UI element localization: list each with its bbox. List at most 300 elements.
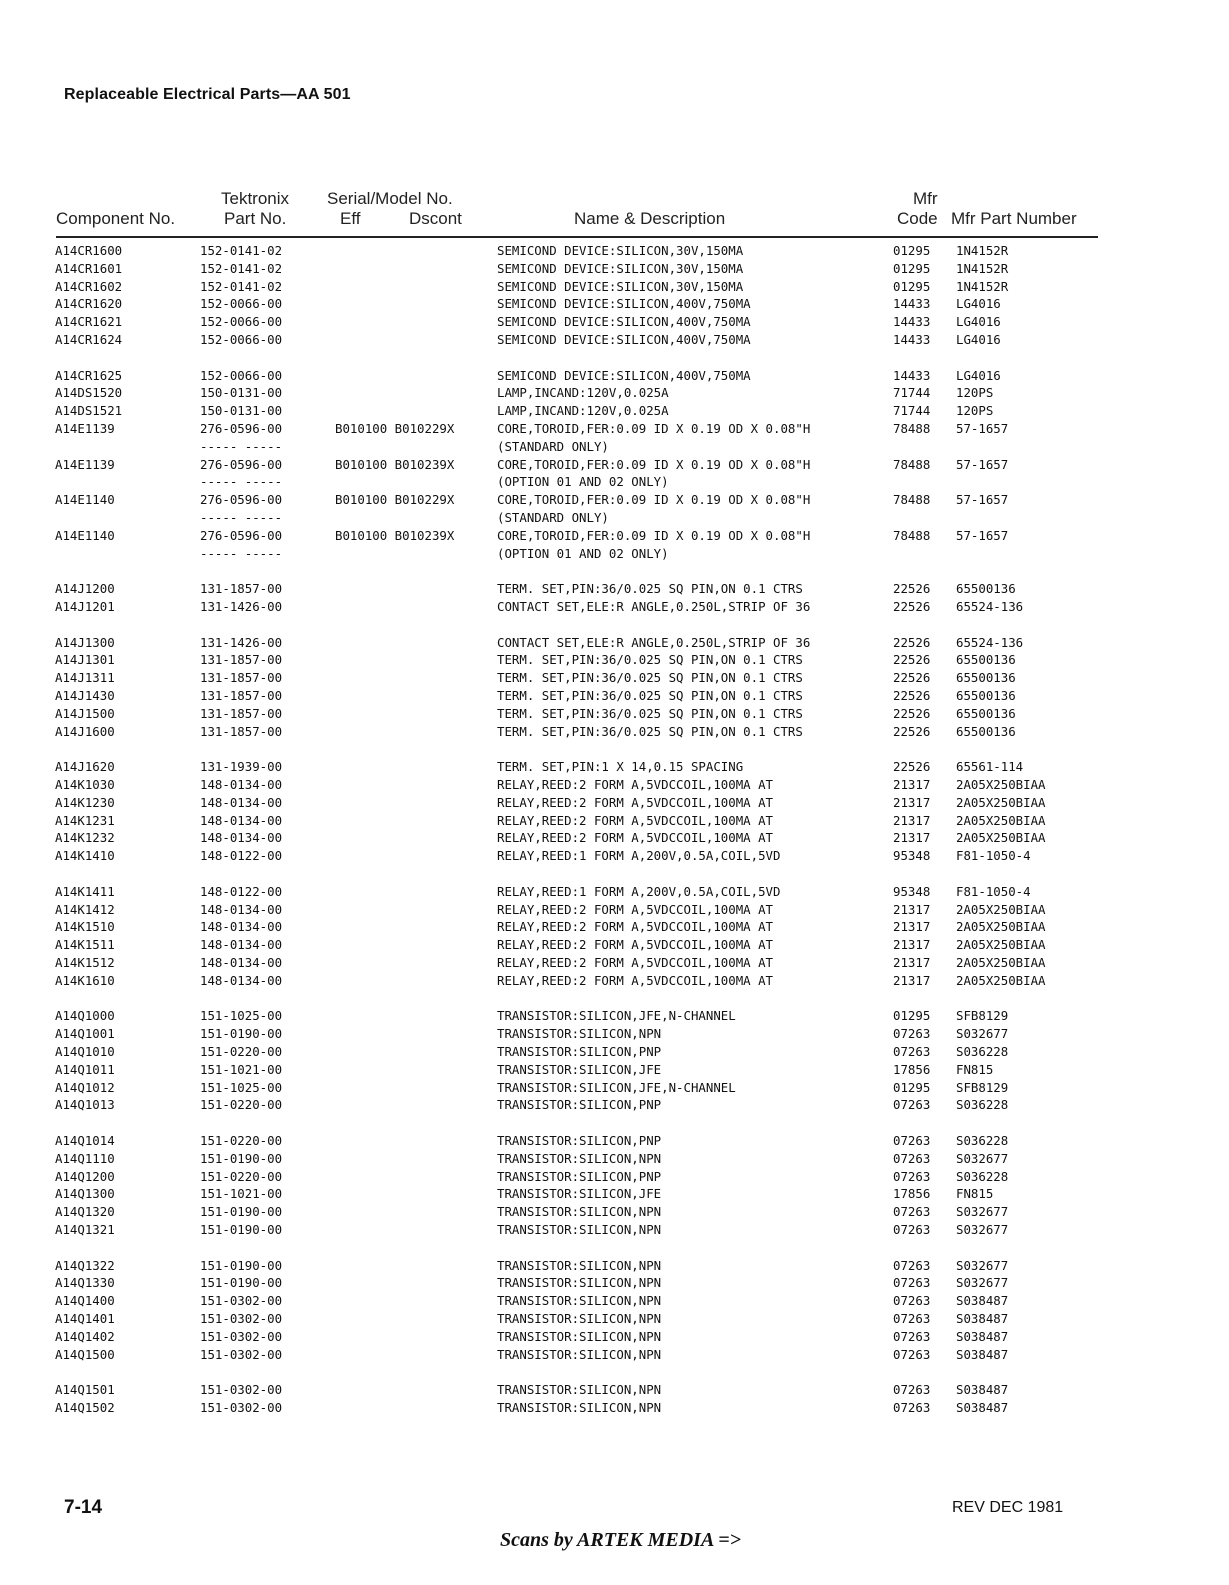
header-mfr-part-number: Mfr Part Number <box>951 209 1077 228</box>
component-no: A14Q1013 <box>55 1097 115 1113</box>
component-no: A14Q1001 <box>55 1026 115 1042</box>
table-row <box>0 758 1229 776</box>
name-description: TRANSISTOR:SILICON,NPN <box>497 1257 662 1273</box>
serial-range: B010100 B010239X <box>335 456 455 472</box>
mfr-part-number: 2A05X250BIAA <box>956 812 1046 828</box>
table-row <box>0 1061 1229 1079</box>
mfr-code: 78488 <box>893 421 931 436</box>
mfr-code: 22526 <box>893 670 931 686</box>
mfr-part-number: 120PS <box>956 385 994 401</box>
name-description: TRANSISTOR:SILICON,NPN <box>497 1400 662 1415</box>
mfr-part-number: S038487 <box>956 1400 1009 1415</box>
name-description: (STANDARD ONLY) <box>497 510 609 525</box>
table-row <box>0 1310 1229 1328</box>
name-description: SEMICOND DEVICE:SILICON,400V,750MA <box>497 296 751 312</box>
tektronix-part-no: 131-1426-00 <box>200 599 283 614</box>
mfr-part-number: SFB8129 <box>956 1008 1009 1024</box>
name-description: RELAY,REED:2 FORM A,5VDCCOIL,100MA AT <box>497 794 774 810</box>
component-no: A14J1600 <box>55 723 115 739</box>
tektronix-part-no: 131-1939-00 <box>200 759 283 775</box>
mfr-code: 07263 <box>893 1311 931 1326</box>
header-tektronix: Tektronix <box>221 189 290 208</box>
component-no: A14E1140 <box>55 527 115 543</box>
tektronix-part-no: 276-0596-00 <box>200 421 283 436</box>
mfr-part-number: 65500136 <box>956 723 1016 739</box>
tektronix-part-no: 151-1021-00 <box>200 1186 283 1202</box>
table-row-continuation <box>0 509 1229 527</box>
component-no: A14J1430 <box>55 688 115 703</box>
mfr-code: 17856 <box>893 1061 931 1077</box>
mfr-part-number: 1N4152R <box>956 278 1009 294</box>
mfr-part-number: 2A05X250BIAA <box>956 794 1046 810</box>
mfr-part-number: 2A05X250BIAA <box>956 972 1046 988</box>
tektronix-part-no: 151-0220-00 <box>200 1097 283 1113</box>
tektronix-part-no: 131-1857-00 <box>200 705 283 721</box>
header-mfr: Mfr <box>913 189 938 208</box>
mfr-code: 07263 <box>893 1328 931 1344</box>
table-row <box>0 1346 1229 1364</box>
mfr-part-number: 65561-114 <box>956 759 1024 775</box>
mfr-part-number: 57-1657 <box>956 492 1009 508</box>
header-part-no: Part No. <box>224 209 287 228</box>
table-row <box>0 1096 1229 1114</box>
tektronix-part-no: 151-0302-00 <box>200 1346 283 1362</box>
table-row-continuation <box>0 545 1229 563</box>
mfr-code: 22526 <box>893 652 931 668</box>
name-description: SEMICOND DEVICE:SILICON,30V,150MA <box>497 260 744 276</box>
page-number: 7-14 <box>64 1497 103 1518</box>
mfr-code: 78488 <box>893 492 931 508</box>
name-description: LAMP,INCAND:120V,0.025A <box>497 385 669 401</box>
component-no: A14K1510 <box>55 919 115 935</box>
tektronix-part-no: 150-0131-00 <box>200 385 283 401</box>
component-no: A14J1311 <box>55 670 115 686</box>
mfr-code: 14433 <box>893 296 931 312</box>
tektronix-part-no: 152-0141-02 <box>200 260 283 276</box>
component-no: A14Q1330 <box>55 1275 115 1291</box>
tektronix-part-no: 131-1857-00 <box>200 581 283 597</box>
tektronix-part-no: 131-1857-00 <box>200 652 283 668</box>
table-row <box>0 260 1229 278</box>
table-row <box>0 705 1229 723</box>
table-row <box>0 242 1229 260</box>
mfr-code: 95348 <box>893 883 931 899</box>
tektronix-part-no: 131-1426-00 <box>200 634 283 650</box>
name-description: RELAY,REED:2 FORM A,5VDCCOIL,100MA AT <box>497 972 774 988</box>
mfr-code: 07263 <box>893 1150 931 1166</box>
component-no: A14K1511 <box>55 937 115 953</box>
serial-range: B010100 B010229X <box>335 421 455 436</box>
mfr-part-number: F81-1050-4 <box>956 883 1031 899</box>
tektronix-part-no: 152-0066-00 <box>200 314 283 330</box>
table-row <box>0 1257 1229 1275</box>
tektronix-part-no: 148-0134-00 <box>200 955 283 970</box>
tektronix-part-no: 131-1857-00 <box>200 670 283 686</box>
name-description: SEMICOND DEVICE:SILICON,400V,750MA <box>497 332 751 347</box>
name-description: TRANSISTOR:SILICON,JFE <box>497 1186 662 1202</box>
header-rule <box>56 236 1098 238</box>
name-description: TERM. SET,PIN:36/0.025 SQ PIN,ON 0.1 CTRS <box>497 723 803 739</box>
table-row <box>0 367 1229 385</box>
mfr-code: 21317 <box>893 794 931 810</box>
table-row <box>0 1025 1229 1043</box>
table-row <box>0 456 1229 474</box>
page-title: Replaceable Electrical Parts—AA 501 <box>64 86 351 103</box>
tektronix-part-no: 151-0190-00 <box>200 1275 283 1291</box>
table-row <box>0 918 1229 936</box>
mfr-code: 21317 <box>893 812 931 828</box>
mfr-code: 22526 <box>893 634 931 650</box>
table-row <box>0 313 1229 331</box>
header-component-no: Component No. <box>56 209 176 228</box>
mfr-part-number: 65500136 <box>956 705 1016 721</box>
tektronix-part-no: 151-0302-00 <box>200 1311 283 1326</box>
component-no: A14Q1300 <box>55 1186 115 1202</box>
table-row <box>0 1328 1229 1346</box>
table-row <box>0 1132 1229 1150</box>
name-description: (OPTION 01 AND 02 ONLY) <box>497 474 669 490</box>
table-row <box>0 1221 1229 1239</box>
component-no: A14CR1625 <box>55 367 123 383</box>
mfr-part-number: S038487 <box>956 1328 1009 1344</box>
component-no: A14CR1601 <box>55 260 123 276</box>
name-description: RELAY,REED:2 FORM A,5VDCCOIL,100MA AT <box>497 919 774 935</box>
mfr-code: 95348 <box>893 848 931 864</box>
component-no: A14Q1402 <box>55 1328 115 1344</box>
mfr-code: 14433 <box>893 332 931 347</box>
component-no: A14K1232 <box>55 830 115 846</box>
table-row <box>0 1168 1229 1186</box>
table-row <box>0 580 1229 598</box>
tektronix-part-no: 151-0190-00 <box>200 1204 283 1220</box>
mfr-part-number: S036228 <box>956 1097 1009 1113</box>
component-no: A14CR1621 <box>55 314 123 330</box>
mfr-part-number: S032677 <box>956 1204 1009 1220</box>
name-description: CORE,TOROID,FER:0.09 ID X 0.19 OD X 0.08"H <box>497 456 811 472</box>
mfr-part-number: 2A05X250BIAA <box>956 830 1046 846</box>
mfr-code: 14433 <box>893 314 931 330</box>
table-row-continuation <box>0 438 1229 456</box>
component-no: A14K1512 <box>55 955 115 970</box>
component-no: A14J1301 <box>55 652 115 668</box>
mfr-code: 01295 <box>893 1008 931 1024</box>
table-row <box>0 1274 1229 1292</box>
tektronix-part-no: 151-0302-00 <box>200 1328 283 1344</box>
mfr-code: 17856 <box>893 1186 931 1202</box>
mfr-code: 22526 <box>893 688 931 703</box>
table-row <box>0 527 1229 545</box>
tektronix-part-no: 152-0066-00 <box>200 296 283 312</box>
tektronix-part-no: 131-1857-00 <box>200 723 283 739</box>
component-no: A14E1140 <box>55 492 115 508</box>
component-no: A14Q1322 <box>55 1257 115 1273</box>
table-row <box>0 420 1229 438</box>
mfr-code: 07263 <box>893 1400 931 1415</box>
mfr-code: 21317 <box>893 972 931 988</box>
tektronix-part-no: 131-1857-00 <box>200 688 283 703</box>
table-row <box>0 669 1229 687</box>
mfr-code: 07263 <box>893 1346 931 1362</box>
name-description: CONTACT SET,ELE:R ANGLE,0.250L,STRIP OF 36 <box>497 634 811 650</box>
mfr-part-number: 57-1657 <box>956 456 1009 472</box>
table-row <box>0 794 1229 812</box>
table-row <box>0 1381 1229 1399</box>
mfr-part-number: 65500136 <box>956 652 1016 668</box>
mfr-code: 21317 <box>893 955 931 970</box>
component-no: A14J1620 <box>55 759 115 775</box>
mfr-code: 21317 <box>893 777 931 792</box>
name-description: TERM. SET,PIN:36/0.025 SQ PIN,ON 0.1 CTRS <box>497 652 803 668</box>
name-description: RELAY,REED:1 FORM A,200V,0.5A,COIL,5VD <box>497 883 781 899</box>
table-row <box>0 402 1229 420</box>
tektronix-part-no: ----- ----- <box>200 545 283 561</box>
mfr-part-number: 65500136 <box>956 688 1016 703</box>
table-row-continuation <box>0 473 1229 491</box>
name-description: CORE,TOROID,FER:0.09 ID X 0.19 OD X 0.08"H <box>497 421 811 436</box>
tektronix-part-no: 151-0220-00 <box>200 1044 283 1059</box>
name-description: TRANSISTOR:SILICON,JFE,N-CHANNEL <box>497 1008 736 1024</box>
header-eff: Eff <box>340 209 361 228</box>
table-row <box>0 776 1229 794</box>
component-no: A14K1411 <box>55 883 115 899</box>
name-description: TERM. SET,PIN:36/0.025 SQ PIN,ON 0.1 CTRS <box>497 670 803 686</box>
mfr-part-number: 2A05X250BIAA <box>956 919 1046 935</box>
component-no: A14J1300 <box>55 634 115 650</box>
name-description: SEMICOND DEVICE:SILICON,400V,750MA <box>497 367 751 383</box>
mfr-code: 22526 <box>893 599 931 614</box>
tektronix-part-no: 151-0302-00 <box>200 1400 283 1415</box>
tektronix-part-no: 151-1025-00 <box>200 1008 283 1024</box>
name-description: RELAY,REED:1 FORM A,200V,0.5A,COIL,5VD <box>497 848 781 864</box>
mfr-code: 07263 <box>893 1204 931 1220</box>
mfr-part-number: 65500136 <box>956 581 1016 597</box>
mfr-part-number: 2A05X250BIAA <box>956 937 1046 953</box>
tektronix-part-no: 151-1025-00 <box>200 1079 283 1095</box>
mfr-part-number: 1N4152R <box>956 260 1009 276</box>
mfr-part-number: 2A05X250BIAA <box>956 901 1046 917</box>
component-no: A14Q1321 <box>55 1222 115 1237</box>
component-no: A14DS1520 <box>55 385 123 401</box>
tektronix-part-no: 151-0190-00 <box>200 1222 283 1237</box>
scan-credit: Scans by ARTEK MEDIA => <box>500 1529 741 1551</box>
component-no: A14Q1500 <box>55 1346 115 1362</box>
tektronix-part-no: 151-0220-00 <box>200 1168 283 1184</box>
mfr-part-number: S038487 <box>956 1382 1009 1398</box>
mfr-code: 07263 <box>893 1293 931 1309</box>
tektronix-part-no: ----- ----- <box>200 438 283 454</box>
mfr-part-number: S036228 <box>956 1044 1009 1059</box>
mfr-part-number: 1N4152R <box>956 243 1009 258</box>
mfr-code: 22526 <box>893 581 931 597</box>
serial-range: B010100 B010229X <box>335 492 455 508</box>
name-description: RELAY,REED:2 FORM A,5VDCCOIL,100MA AT <box>497 937 774 953</box>
mfr-code: 21317 <box>893 901 931 917</box>
name-description: LAMP,INCAND:120V,0.025A <box>497 403 669 419</box>
mfr-part-number: S038487 <box>956 1346 1009 1362</box>
name-description: TRANSISTOR:SILICON,NPN <box>497 1328 662 1344</box>
name-description: TRANSISTOR:SILICON,PNP <box>497 1097 662 1113</box>
table-row <box>0 829 1229 847</box>
name-description: SEMICOND DEVICE:SILICON,30V,150MA <box>497 243 744 258</box>
mfr-code: 07263 <box>893 1044 931 1059</box>
name-description: TERM. SET,PIN:36/0.025 SQ PIN,ON 0.1 CTRS <box>497 705 803 721</box>
mfr-code: 71744 <box>893 403 931 419</box>
component-no: A14Q1200 <box>55 1168 115 1184</box>
component-no: A14Q1010 <box>55 1044 115 1059</box>
mfr-part-number: 57-1657 <box>956 527 1009 543</box>
mfr-code: 07263 <box>893 1097 931 1113</box>
name-description: TRANSISTOR:SILICON,PNP <box>497 1168 662 1184</box>
tektronix-part-no: 148-0134-00 <box>200 919 283 935</box>
table-row <box>0 278 1229 296</box>
table-row <box>0 1292 1229 1310</box>
mfr-code: 07263 <box>893 1168 931 1184</box>
tektronix-part-no: 148-0134-00 <box>200 777 283 792</box>
mfr-part-number: FN815 <box>956 1061 994 1077</box>
mfr-code: 21317 <box>893 830 931 846</box>
mfr-part-number: S032677 <box>956 1026 1009 1042</box>
tektronix-part-no: 148-0134-00 <box>200 830 283 846</box>
name-description: CONTACT SET,ELE:R ANGLE,0.250L,STRIP OF 36 <box>497 599 811 614</box>
tektronix-part-no: 148-0122-00 <box>200 883 283 899</box>
tektronix-part-no: 148-0134-00 <box>200 901 283 917</box>
component-no: A14Q1014 <box>55 1133 115 1148</box>
mfr-part-number: LG4016 <box>956 367 1001 383</box>
component-no: A14Q1401 <box>55 1311 115 1326</box>
name-description: SEMICOND DEVICE:SILICON,30V,150MA <box>497 278 744 294</box>
table-row <box>0 1150 1229 1168</box>
header-code: Code <box>897 209 938 228</box>
tektronix-part-no: 152-0066-00 <box>200 367 283 383</box>
name-description: TRANSISTOR:SILICON,NPN <box>497 1204 662 1220</box>
component-no: A14Q1110 <box>55 1150 115 1166</box>
table-row <box>0 883 1229 901</box>
mfr-part-number: LG4016 <box>956 332 1001 347</box>
name-description: TRANSISTOR:SILICON,NPN <box>497 1150 662 1166</box>
tektronix-part-no: 151-0220-00 <box>200 1133 283 1148</box>
component-no: A14J1200 <box>55 581 115 597</box>
name-description: CORE,TOROID,FER:0.09 ID X 0.19 OD X 0.08"H <box>497 527 811 543</box>
tektronix-part-no: 152-0141-02 <box>200 243 283 258</box>
tektronix-part-no: 151-0190-00 <box>200 1150 283 1166</box>
component-no: A14CR1602 <box>55 278 123 294</box>
table-row <box>0 491 1229 509</box>
component-no: A14K1610 <box>55 972 115 988</box>
mfr-part-number: 65524-136 <box>956 599 1024 614</box>
mfr-part-number: S036228 <box>956 1168 1009 1184</box>
name-description: TRANSISTOR:SILICON,PNP <box>497 1044 662 1059</box>
mfr-code: 78488 <box>893 456 931 472</box>
table-row <box>0 1185 1229 1203</box>
name-description: TERM. SET,PIN:36/0.025 SQ PIN,ON 0.1 CTRS <box>497 581 803 597</box>
tektronix-part-no: 151-0190-00 <box>200 1257 283 1273</box>
table-row <box>0 1007 1229 1025</box>
tektronix-part-no: ----- ----- <box>200 474 283 490</box>
name-description: TRANSISTOR:SILICON,PNP <box>497 1133 662 1148</box>
tektronix-part-no: 150-0131-00 <box>200 403 283 419</box>
mfr-part-number: S032677 <box>956 1222 1009 1237</box>
component-no: A14K1231 <box>55 812 115 828</box>
mfr-part-number: S032677 <box>956 1150 1009 1166</box>
mfr-code: 22526 <box>893 705 931 721</box>
component-no: A14CR1600 <box>55 243 123 258</box>
mfr-part-number: 120PS <box>956 403 994 419</box>
component-no: A14Q1012 <box>55 1079 115 1095</box>
mfr-part-number: S038487 <box>956 1293 1009 1309</box>
tektronix-part-no: ----- ----- <box>200 510 283 525</box>
name-description: TRANSISTOR:SILICON,JFE,N-CHANNEL <box>497 1079 736 1095</box>
tektronix-part-no: 151-0302-00 <box>200 1382 283 1398</box>
tektronix-part-no: 148-0122-00 <box>200 848 283 864</box>
mfr-part-number: 65500136 <box>956 670 1016 686</box>
mfr-part-number: S036228 <box>956 1133 1009 1148</box>
table-row <box>0 634 1229 652</box>
component-no: A14K1230 <box>55 794 115 810</box>
name-description: TRANSISTOR:SILICON,NPN <box>497 1222 662 1237</box>
mfr-part-number: SFB8129 <box>956 1079 1009 1095</box>
name-description: TRANSISTOR:SILICON,NPN <box>497 1026 662 1042</box>
mfr-part-number: 2A05X250BIAA <box>956 777 1046 792</box>
revision-date: REV DEC 1981 <box>952 1499 1064 1516</box>
table-row <box>0 598 1229 616</box>
component-no: A14CR1624 <box>55 332 123 347</box>
table-row <box>0 331 1229 349</box>
name-description: RELAY,REED:2 FORM A,5VDCCOIL,100MA AT <box>497 830 774 846</box>
mfr-code: 14433 <box>893 367 931 383</box>
mfr-code: 07263 <box>893 1133 931 1148</box>
component-no: A14Q1400 <box>55 1293 115 1309</box>
component-no: A14E1139 <box>55 456 115 472</box>
component-no: A14Q1320 <box>55 1204 115 1220</box>
tektronix-part-no: 151-0190-00 <box>200 1026 283 1042</box>
mfr-code: 78488 <box>893 527 931 543</box>
component-no: A14K1030 <box>55 777 115 792</box>
name-description: RELAY,REED:2 FORM A,5VDCCOIL,100MA AT <box>497 777 774 792</box>
table-row <box>0 687 1229 705</box>
mfr-part-number: S032677 <box>956 1275 1009 1291</box>
mfr-code: 01295 <box>893 278 931 294</box>
tektronix-part-no: 276-0596-00 <box>200 456 283 472</box>
tektronix-part-no: 148-0134-00 <box>200 794 283 810</box>
mfr-code: 01295 <box>893 243 931 258</box>
mfr-part-number: S038487 <box>956 1311 1009 1326</box>
name-description: TRANSISTOR:SILICON,NPN <box>497 1293 662 1309</box>
name-description: RELAY,REED:2 FORM A,5VDCCOIL,100MA AT <box>497 955 774 970</box>
mfr-code: 07263 <box>893 1257 931 1273</box>
table-row <box>0 295 1229 313</box>
name-description: TRANSISTOR:SILICON,NPN <box>497 1275 662 1291</box>
mfr-code: 01295 <box>893 260 931 276</box>
tektronix-part-no: 151-1021-00 <box>200 1061 283 1077</box>
table-row <box>0 1399 1229 1417</box>
table-row <box>0 812 1229 830</box>
table-row <box>0 936 1229 954</box>
component-no: A14Q1000 <box>55 1008 115 1024</box>
tektronix-part-no: 151-0302-00 <box>200 1293 283 1309</box>
component-no: A14J1500 <box>55 705 115 721</box>
table-row <box>0 1079 1229 1097</box>
table-row <box>0 384 1229 402</box>
tektronix-part-no: 276-0596-00 <box>200 527 283 543</box>
header-dscont: Dscont <box>409 209 462 228</box>
component-no: A14DS1521 <box>55 403 123 419</box>
component-no: A14Q1502 <box>55 1400 115 1415</box>
table-row <box>0 723 1229 741</box>
mfr-code: 22526 <box>893 759 931 775</box>
mfr-part-number: LG4016 <box>956 296 1001 312</box>
mfr-code: 22526 <box>893 723 931 739</box>
table-row <box>0 1043 1229 1061</box>
